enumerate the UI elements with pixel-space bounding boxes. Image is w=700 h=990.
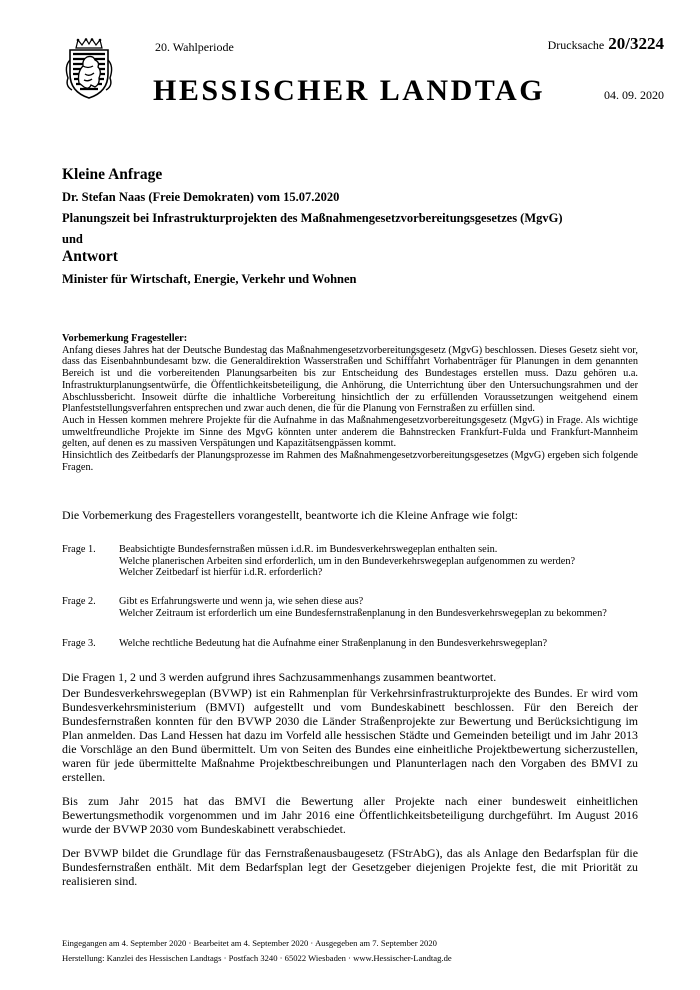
- minister-name: Minister für Wirtschaft, Energie, Verkehr und Wohnen: [62, 272, 357, 286]
- question-label: Frage 1.: [62, 544, 96, 555]
- question-2: [62, 596, 638, 619]
- title-block: [62, 166, 662, 293]
- preliminary-remark: [62, 333, 638, 473]
- answer-paragraph-3: Bis zum Jahr 2015 hat das BMVI die Bewertung aller Projekte nach einer bundesweit einheitlichen Bewertungsmethodik vorgenommen und im Jahr 2016 eine Öffentlichkeitsbeteiligung durchgeführt. Im August 2016 wurde der BVWP 2030 vom Bundeskabinett verabschiedet.: [62, 794, 638, 836]
- question-line: Welche rechtliche Bedeutung hat die Aufnahme einer Straßenplanung in den Bundesverkehrswegeplan?: [119, 638, 548, 649]
- preliminary-remark-paragraph-1: Anfang dieses Jahres hat der Deutsche Bundestag das Maßnahmengesetzvorbereitungsgesetz (MgvG) beschlossen. Dieses Gesetz sieht vor, dass das Eisenbahnbundesamt bzw. die Generaldirektion Wasserstraßen und Schifffahrt Vorhabenträger für Planungen in dem genannten Bereich ist und die vorbereitenden Planungsarbeiten bis zur Entscheidung des Bundestages erstellen muss. Dazu gehören u.a. Infrastrukturplanungsentwürfe, die Öffentlichkeitsbeteiligung, die Anhörung, die Unterrichtung über den Untersuchungsrahmen und der Abschlussbericht. Insoweit dürfte die inhaltliche Vorbereitung hinsichtlich der zu erfüllenden Voraussetzungen weitgehend einem Planfeststellungsverfahren entsprechen und zwar auch denen, die für die Planung von Fernstraßen zu erfüllen sind.: [62, 344, 638, 415]
- footer-publisher: Herstellung: Kanzlei des Hessischen Landtags · Postfach 3240 · 65022 Wiesbaden · www.Hessischer-Landtag.de: [62, 953, 452, 963]
- preliminary-remark-paragraph-2: Auch in Hessen kommen mehrere Projekte für die Aufnahme in das Maßnahmengesetzvorbereitungsgesetz (MgvG) in Frage. Als wichtige umweltfreundliche Projekte im Sinne des MgvG könnten unter anderem die Bahnstrecken Frankfurt-Fulda und Frankfurt-Mannheim gelten, auf denen es zu massiven Verspätungen und Kapazitätsengpässen kommt.: [62, 414, 638, 450]
- question-label: Frage 2.: [62, 596, 96, 607]
- inquiry-type: Kleine Anfrage: [62, 166, 163, 183]
- question-line: Welcher Zeitraum ist erforderlich um eine Bundesfernstraßenplanung in den Bundesverkehrswegeplan zu bekommen?: [119, 607, 607, 619]
- und-label: und: [62, 232, 83, 246]
- footer-dates: Eingegangen am 4. September 2020 · Bearbeitet am 4. September 2020 · Ausgegeben am 7. September 2020: [62, 938, 437, 948]
- legislative-period: 20. Wahlperiode: [155, 40, 234, 54]
- question-line: Beabsichtigte Bundesfernstraßen müssen i.d.R. im Bundesverkehrswegeplan enthalten sein.: [119, 544, 498, 555]
- document-date: 04. 09. 2020: [604, 88, 664, 102]
- question-line: Gibt es Erfahrungswerte und wenn ja, wie sehen diese aus?: [119, 596, 364, 607]
- question-1: [62, 544, 638, 579]
- parliament-name: HESSISCHER LANDTAG: [153, 74, 546, 107]
- drucksache-number: 20/3224: [608, 34, 664, 53]
- answer-heading: Antwort: [62, 248, 118, 265]
- answer-paragraph-1: Die Fragen 1, 2 und 3 werden aufgrund ihres Sachzusammenhangs zusammen beantwortet.: [62, 670, 497, 684]
- answer-body: [62, 670, 638, 898]
- question-line: Welcher Zeitbedarf ist hierfür i.d.R. erforderlich?: [119, 567, 323, 579]
- answer-lead: Die Vorbemerkung des Fragestellers vorangestellt, beantworte ich die Kleine Anfrage wie folgt:: [62, 508, 518, 522]
- answer-paragraph-4: Der BVWP bildet die Grundlage für das Fernstraßenausbaugesetz (FStrAbG), das als Anlage den Bedarfsplan für die Bundesfernstraßen enthält. Mit dem Bedarfsplan legt der Gesetzgeber diejenigen Projekte fest, die mit Priorität zu realisieren sind.: [62, 846, 638, 888]
- answer-paragraph-2: Der Bundesverkehrswegeplan (BVWP) ist ein Rahmenplan für Verkehrsinfrastrukturprojekte des Bundes. Er wird vom Bundesverkehrsministerium (BMVI) aufgestellt und vom Bundeskabinett beschlossen. Für den Bereich der Bundesfernstraßen konnten für den BVWP 2030 die Länder Straßenprojekte zur Bewertung und Berücksichtigung im Plan anmelden. Das Land Hessen hat dazu im Vorfeld alle hessischen Städte und Gemeinden beteiligt und im Jahr 2013 die Vorschläge an den Bund übermittelt. Um von Seiten des Bundes eine einheitliche Projektbewertung sicherzustellen, waren für jede übermittelte Maßnahme Projektbeschreibungen und Planunterlagen nach den Vorgaben des BMVI zu erstellen.: [62, 686, 638, 784]
- preliminary-remark-heading: Vorbemerkung Fragesteller:: [62, 333, 188, 344]
- preliminary-remark-paragraph-3: Hinsichtlich des Zeitbedarfs der Planungsprozesse im Rahmen des Maßnahmengesetzvorbereitungsgesetzes (MgvG) ergeben sich folgende Fragen.: [62, 450, 638, 473]
- drucksache-label: Drucksache: [547, 38, 605, 52]
- inquiry-author: Dr. Stefan Naas (Freie Demokraten) vom 15.07.2020: [62, 190, 340, 204]
- question-3: [62, 638, 638, 650]
- coat-of-arms-icon: [62, 38, 116, 100]
- question-line: Welche planerischen Arbeiten sind erforderlich, um in den Bundeverkehrswegeplan aufgenommen zu werden?: [119, 555, 576, 567]
- document-number: [548, 34, 664, 54]
- question-label: Frage 3.: [62, 638, 96, 649]
- inquiry-subject: Planungszeit bei Infrastrukturprojekten des Maßnahmengesetzvorbereitungsgesetzes (MgvG): [62, 211, 563, 225]
